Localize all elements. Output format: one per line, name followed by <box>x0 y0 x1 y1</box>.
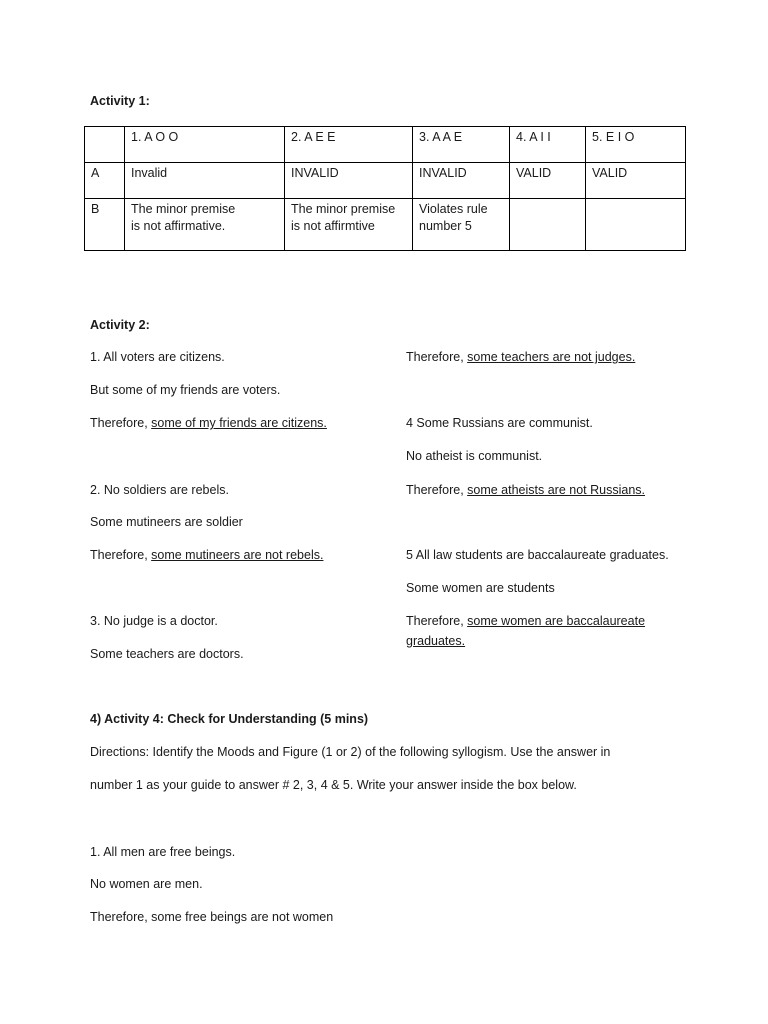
table-cell <box>285 199 413 251</box>
table-header-cell <box>85 127 125 163</box>
conclusion-prefix: Therefore, <box>406 614 468 628</box>
syllogism-line: Some teachers are doctors. <box>90 647 244 661</box>
conclusion-underlined: some teachers are not judges. <box>467 350 636 364</box>
cell-line: The minor premise <box>131 202 236 216</box>
syllogism-line: No atheist is communist. <box>406 449 543 463</box>
cell-line: number 5 <box>419 219 472 233</box>
activity4-heading: 4) Activity 4: Check for Understanding (5 mins) <box>90 712 369 726</box>
cell-line: The minor premise <box>291 202 396 216</box>
syllogism-line: Some women are students <box>406 581 555 595</box>
conclusion-prefix: Therefore, <box>406 350 468 364</box>
cell-line: is not affirmative. <box>131 219 226 233</box>
activity2-heading: Activity 2: <box>90 318 150 332</box>
activity1-table <box>84 126 686 251</box>
syllogism-line: 2. No soldiers are rebels. <box>90 483 229 497</box>
row-label: A <box>85 163 125 199</box>
syllogism-conclusion <box>406 483 645 497</box>
syllogism-line: Therefore, some free beings are not women <box>90 910 334 924</box>
table-header-cell: 1. A O O <box>125 127 285 163</box>
syllogism-line: 5 All law students are baccalaureate graduates. <box>406 548 669 562</box>
conclusion-underlined: some of my friends are citizens. <box>151 416 327 430</box>
table-cell <box>125 199 285 251</box>
conclusion-prefix: Therefore, <box>90 416 152 430</box>
table-cell <box>413 199 510 251</box>
syllogism-line: Some mutineers are soldier <box>90 515 243 529</box>
syllogism-conclusion <box>406 350 635 364</box>
row-label: B <box>85 199 125 251</box>
table-header-row <box>85 127 686 163</box>
syllogism-line: 1. All voters are citizens. <box>90 350 225 364</box>
syllogism-line: 1. All men are free beings. <box>90 845 236 859</box>
table-cell <box>586 199 686 251</box>
table-header-cell: 3. A A E <box>413 127 510 163</box>
table-row <box>85 163 686 199</box>
table-cell: VALID <box>586 163 686 199</box>
table-header-cell: 2. A E E <box>285 127 413 163</box>
table-cell <box>510 199 586 251</box>
directions-line: Directions: Identify the Moods and Figure (1 or 2) of the following syllogism. Use the answer in <box>90 745 611 759</box>
table-cell: INVALID <box>285 163 413 199</box>
directions-line: number 1 as your guide to answer # 2, 3, 4 & 5. Write your answer inside the box below. <box>90 778 577 792</box>
table-cell: INVALID <box>413 163 510 199</box>
table-cell: VALID <box>510 163 586 199</box>
table-header-cell: 5. E I O <box>586 127 686 163</box>
cell-line: Violates rule <box>419 202 488 216</box>
table-cell: Invalid <box>125 163 285 199</box>
syllogism-line: No women are men. <box>90 877 203 891</box>
conclusion-underlined: some atheists are not Russians. <box>467 483 646 497</box>
syllogism-line: 3. No judge is a doctor. <box>90 614 218 628</box>
syllogism-conclusion <box>406 614 645 628</box>
conclusion-underlined: some mutineers are not rebels. <box>151 548 324 562</box>
conclusion-underlined-continued: graduates. <box>406 634 466 648</box>
table-row <box>85 199 686 251</box>
syllogism-conclusion <box>90 548 323 562</box>
syllogism-conclusion <box>90 416 327 430</box>
cell-line: is not affirmtive <box>291 219 375 233</box>
activity1-heading: Activity 1: <box>90 94 150 108</box>
syllogism-line: But some of my friends are voters. <box>90 383 281 397</box>
conclusion-underlined: some women are baccalaureate <box>467 614 646 628</box>
conclusion-prefix: Therefore, <box>406 483 468 497</box>
conclusion-prefix: Therefore, <box>90 548 152 562</box>
table-header-cell: 4. A I I <box>510 127 586 163</box>
syllogism-line: 4 Some Russians are communist. <box>406 416 593 430</box>
